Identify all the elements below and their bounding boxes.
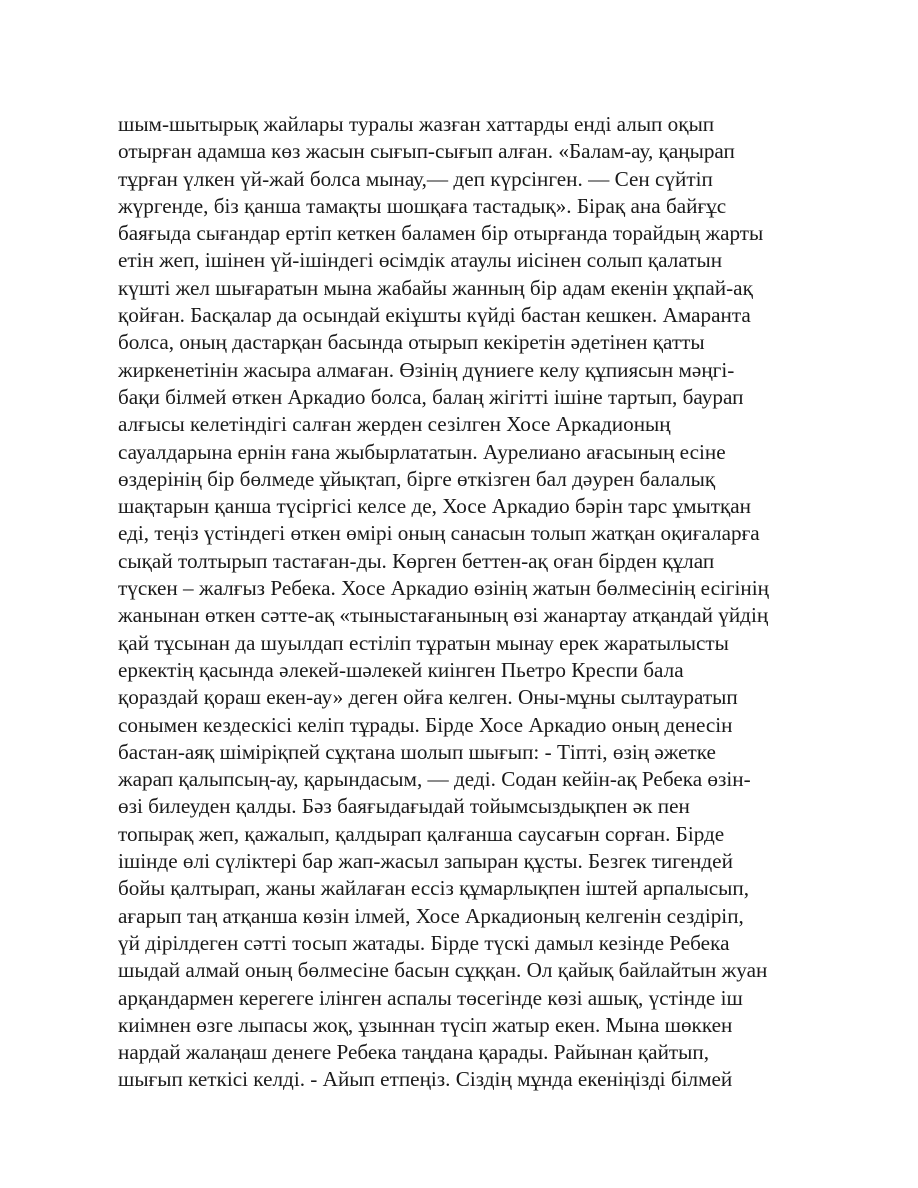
text-line-3: тұрған үлкен үй-жай болса мынау,— деп күрсінген. — Сен сүйтіп: [118, 166, 713, 191]
text-line-34: киімнен өзге лыпасы жоқ, ұзыннан түсіп жатыр екен. Мына шөккен: [118, 1012, 733, 1037]
text-line-8: қойған. Басқалар да осындай екіұшты күйді бастан кешкен. Амаранта: [118, 303, 751, 328]
text-line-12: алғысы келетіндігі салған жерден сезілген Хосе Аркадионың: [118, 412, 671, 437]
text-line-2: отырған адамша көз жасын сығып-сығып алған. «Балам-ау, қаңырап: [118, 139, 735, 164]
text-line-21: еркектің қасында әлекей-шәлекей киінген Пьетро Креспи бала: [118, 657, 684, 682]
text-line-30: ағарып таң атқанша көзін ілмей, Хосе Аркадионың келгенін сездіріп,: [118, 903, 744, 928]
text-line-20: қай тұсынан да шуылдап естіліп тұратын мынау ерек жаратылысты: [118, 630, 729, 655]
text-line-6: етін жеп, ішінен үй-ішіндегі өсімдік атаулы иісінен солып қалатын: [118, 248, 723, 273]
text-line-15: шақтарын қанша түсіргісі келсе де, Хосе Аркадио бәрін тарс ұмытқан: [118, 494, 752, 519]
text-line-14: өздерінің бір бөлмеде ұйықтап, бірге өткізген бал дәурен балалық: [118, 466, 716, 491]
text-line-17: сықай толтырып тастаған-ды. Көрген беттен-ақ оған бірден құлап: [118, 548, 715, 573]
text-line-28: ішінде өлі сүліктері бар жап-жасыл запыран құсты. Безгек тигендей: [118, 849, 733, 874]
text-line-11: бақи білмей өткен Аркадио болса, балаң жігітті ішіне тартып, баурап: [118, 384, 744, 409]
text-line-22: қораздай қораш екен-ау» деген ойға келген. Оны-мұны сылтауратып: [118, 685, 738, 710]
text-line-27: топырақ жеп, қажалып, қалдырап қалғанша саусағын сорған. Бірде: [118, 821, 725, 846]
text-line-24: бастан-аяқ шіміріқпей сұқтана шолып шығып: - Тіпті, өзің әжетке: [118, 739, 716, 764]
text-line-19: жанынан өткен сәтте-ақ «тыныстағанының өзі жанартау атқандай үйдің: [118, 603, 769, 628]
text-line-33: арқандармен керегеге ілінген аспалы төсегінде көзі ашық, үстінде іш: [118, 985, 743, 1010]
text-line-10: жиркенетінін жасыра алмаған. Өзінің дүниеге келу құпиясын мәңгі-: [118, 357, 735, 382]
text-line-4: жүргенде, біз қанша тамақты шошқаға тастадық». Бірақ ана байғұс: [118, 193, 727, 218]
text-line-23: сонымен кездескісі келіп тұрады. Бірде Хосе Аркадио оның денесін: [118, 712, 733, 737]
text-line-5: баяғыда сығандар ертіп кеткен баламен бір отырғанда торайдың жарты: [118, 221, 764, 246]
text-line-18: түскен – жалғыз Ребека. Хосе Аркадио өзінің жатын бөлмесінің есігінің: [118, 576, 769, 601]
text-line-32: шыдай алмай оның бөлмесіне басын сұққан. Ол қайық байлайтын жуан: [118, 958, 768, 983]
text-line-16: еді, теңіз үстіндегі өткен өмірі оның санасын толып жатқан оқиғаларға: [118, 521, 760, 546]
text-line-31: үй дірілдеген сәтті тосып жатады. Бірде түскі дамыл кезінде Ребека: [118, 930, 730, 955]
text-line-35: нардай жалаңаш денеге Ребека таңдана қарады. Райынан қайтып,: [118, 1040, 710, 1065]
text-line-29: бойы қалтырап, жаны жайлаған ессіз құмарлықпен іштей арпалысып,: [118, 876, 750, 901]
text-line-13: сауалдарына ернін ғана жыбырлататын. Аурелиано ағасының есіне: [118, 439, 726, 464]
text-line-1: шым-шытырық жайлары туралы жазған хаттарды енді алып оқып: [118, 112, 715, 136]
text-line-7: күшті жел шығаратын мына жабайы жанның бір адам екенін ұқпай-ақ: [118, 275, 753, 300]
body-text: [118, 111, 818, 1094]
text-line-26: өзі билеуден қалды. Бәз баяғыдағыдай тойымсыздықпен әк пен: [118, 794, 690, 819]
text-line-25: жарап қалыпсың-ау, қарындасым, — деді. Содан кейін-ақ Ребека өзін-: [118, 767, 751, 792]
text-line-36: шығып кеткісі келді. - Айып етпеңіз. Сіздің мұнда екеніңізді білмей: [118, 1067, 733, 1092]
text-line-9: болса, оның дастарқан басында отырып кекіретін әдетінен қатты: [118, 330, 705, 355]
